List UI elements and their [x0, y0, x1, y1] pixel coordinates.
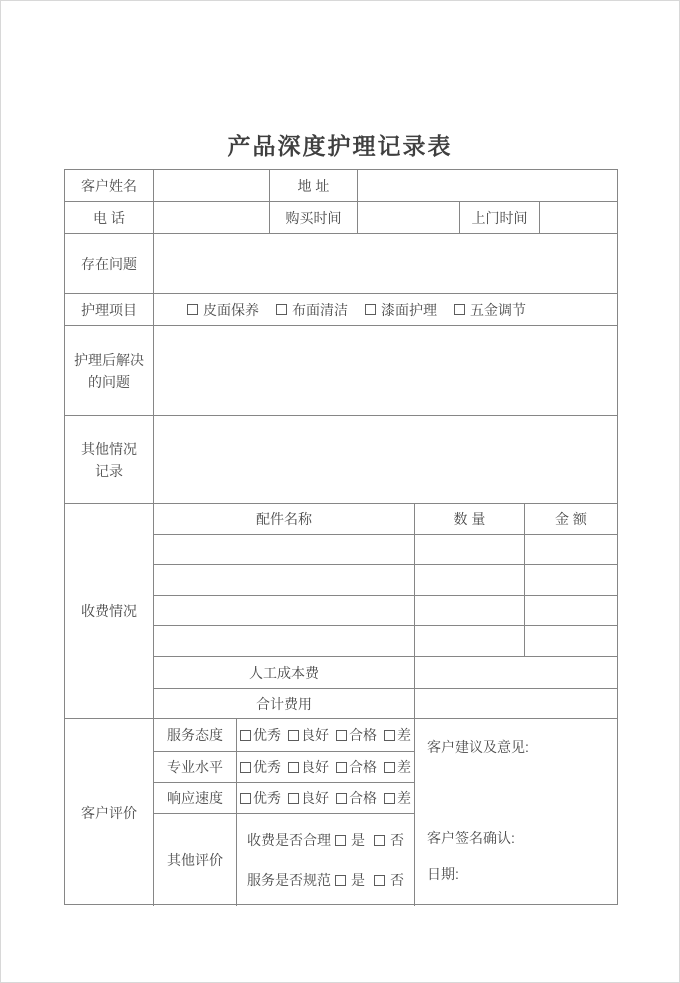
phone-label: 电 话 [65, 202, 154, 233]
labor-cost-label: 人工成本费 [154, 657, 415, 688]
accessory-name-header: 配件名称 [154, 504, 415, 534]
quantity-field[interactable] [415, 535, 525, 564]
service-attitude-poor-checkbox[interactable] [384, 730, 395, 741]
professional-level-good-checkbox[interactable] [288, 762, 299, 773]
total-cost-label: 合计费用 [154, 689, 415, 718]
service-attitude-label: 服务态度 [154, 719, 237, 751]
accessory-name-field[interactable] [154, 596, 415, 625]
fees-row [154, 535, 617, 565]
professional-level-options: 优秀 良好 合格 差 [237, 752, 414, 782]
professional-level-poor-checkbox[interactable] [384, 762, 395, 773]
fees-section [65, 504, 617, 719]
rating-row [154, 719, 414, 752]
care-option [276, 299, 348, 321]
address-label: 地 址 [270, 170, 358, 201]
care-option-label: 布面清洁 [292, 301, 348, 318]
page-title: 产品深度护理记录表 [227, 133, 453, 159]
solved-problems-field[interactable] [154, 326, 617, 415]
amount-field[interactable] [525, 535, 617, 564]
service-standard-no-checkbox[interactable] [374, 875, 385, 886]
customer-name-label: 客户姓名 [65, 170, 154, 201]
total-cost-field[interactable] [415, 689, 617, 718]
care-option-label: 五金调节 [470, 301, 526, 318]
service-attitude-pass-checkbox[interactable] [336, 730, 347, 741]
customer-name-field[interactable] [154, 170, 270, 201]
professional-level-excellent-checkbox[interactable] [240, 762, 251, 773]
accessory-name-field[interactable] [154, 535, 415, 564]
response-speed-poor-checkbox[interactable] [384, 793, 395, 804]
care-option-label: 漆面护理 [381, 301, 437, 318]
service-attitude-excellent-checkbox[interactable] [240, 730, 251, 741]
fees-section-label: 收费情况 [65, 504, 154, 718]
response-speed-pass-checkbox[interactable] [336, 793, 347, 804]
other-records-label: 其他情况 记录 [65, 416, 154, 503]
response-speed-label: 响应速度 [154, 783, 237, 813]
professional-level-label: 专业水平 [154, 752, 237, 782]
response-speed-options: 优秀 良好 合格 差 [237, 783, 414, 813]
fees-row [154, 596, 617, 626]
fee-reasonable-question: 收费是否合理 是 否 [247, 832, 404, 848]
care-option [454, 299, 526, 321]
phone-field[interactable] [154, 202, 270, 233]
amount-header: 金 额 [555, 511, 587, 527]
quantity-field[interactable] [415, 565, 525, 595]
amount-field[interactable] [525, 626, 617, 656]
paint-care-checkbox[interactable] [365, 304, 376, 315]
care-items-options [154, 294, 617, 325]
other-evaluation-label: 其他评价 [154, 814, 237, 906]
service-standard-yes-checkbox[interactable] [335, 875, 346, 886]
accessory-name-field[interactable] [154, 626, 415, 656]
total-cost-row [154, 689, 617, 718]
problems-field[interactable] [154, 234, 617, 293]
care-option-label: 皮面保养 [203, 301, 259, 318]
row-customer [65, 170, 617, 202]
suggestions-label: 客户建议及意见: [427, 739, 529, 755]
service-attitude-good-checkbox[interactable] [288, 730, 299, 741]
response-speed-good-checkbox[interactable] [288, 793, 299, 804]
visit-time-field[interactable] [540, 202, 617, 233]
date-label: 日期: [427, 866, 459, 882]
evaluation-section [65, 719, 617, 906]
problems-label: 存在问题 [65, 234, 154, 293]
purchase-time-label: 购买时间 [270, 202, 358, 233]
service-standard-question: 服务是否规范 是 否 [247, 872, 404, 888]
row-care-items [65, 294, 617, 326]
row-other-records [65, 416, 617, 504]
signature-label: 客户签名确认: [427, 830, 515, 846]
care-items-label: 护理项目 [65, 294, 154, 325]
response-speed-excellent-checkbox[interactable] [240, 793, 251, 804]
row-problems [65, 234, 617, 294]
care-record-table [64, 169, 618, 905]
quantity-header: 数 量 [415, 504, 525, 534]
care-option [365, 299, 437, 321]
rating-row [154, 752, 414, 783]
quantity-field[interactable] [415, 626, 525, 656]
visit-time-label: 上门时间 [460, 202, 540, 233]
labor-cost-row [154, 657, 617, 689]
amount-field[interactable] [525, 565, 617, 595]
service-attitude-options: 优秀 良好 合格 差 [237, 719, 414, 751]
accessory-name-field[interactable] [154, 565, 415, 595]
professional-level-pass-checkbox[interactable] [336, 762, 347, 773]
customer-feedback-cell[interactable] [415, 719, 617, 906]
care-option [187, 299, 259, 321]
address-field[interactable] [358, 170, 617, 201]
quantity-field[interactable] [415, 596, 525, 625]
fees-subtable [154, 504, 617, 718]
purchase-time-field[interactable] [358, 202, 460, 233]
leather-care-checkbox[interactable] [187, 304, 198, 315]
fee-reasonable-yes-checkbox[interactable] [335, 835, 346, 846]
labor-cost-field[interactable] [415, 657, 617, 688]
evaluation-section-label: 客户评价 [65, 719, 154, 906]
row-solved-problems [65, 326, 617, 416]
fees-row [154, 626, 617, 657]
solved-problems-label: 护理后解决 的问题 [65, 326, 154, 415]
fabric-cleaning-checkbox[interactable] [276, 304, 287, 315]
fee-reasonable-no-checkbox[interactable] [374, 835, 385, 846]
hardware-adjust-checkbox[interactable] [454, 304, 465, 315]
amount-field[interactable] [525, 596, 617, 625]
row-phone [65, 202, 617, 234]
rating-row [154, 783, 414, 814]
other-evaluation-row [154, 814, 414, 906]
fees-header-row [154, 504, 617, 535]
other-evaluation-questions [237, 814, 414, 906]
evaluation-subtable [154, 719, 415, 906]
fees-row [154, 565, 617, 596]
other-records-field[interactable] [154, 416, 617, 503]
